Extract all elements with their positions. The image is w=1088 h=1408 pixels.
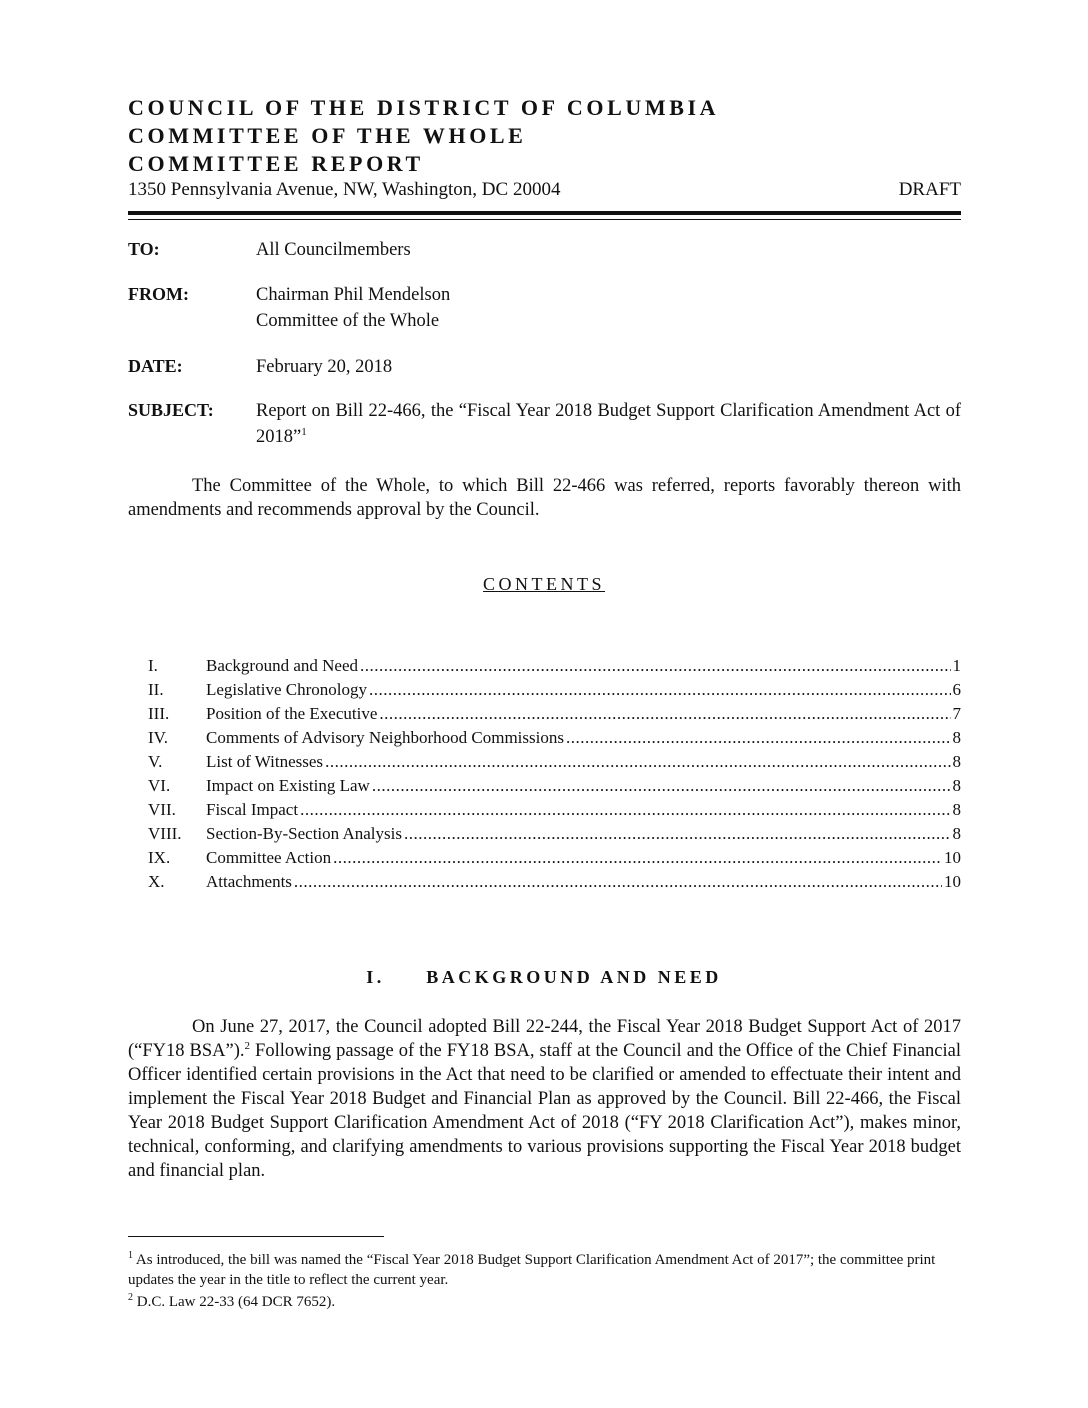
toc-leader-dots	[294, 872, 942, 892]
toc-page-number: 7	[952, 704, 961, 723]
toc-number: V.	[148, 752, 163, 771]
council-title: COUNCIL OF THE DISTRICT OF COLUMBIA	[128, 95, 720, 120]
toc-entry[interactable]	[148, 752, 961, 776]
toc-page-number: 10	[944, 872, 961, 891]
footnote-ref-1[interactable]: 1	[301, 425, 307, 438]
toc-title: Impact on Existing Law	[206, 776, 370, 795]
toc-leader-dots	[566, 728, 951, 748]
draft-label: DRAFT	[898, 179, 961, 200]
toc-leader-dots	[404, 824, 951, 844]
toc-page-number: 1	[952, 656, 961, 675]
toc-title: Legislative Chronology	[206, 680, 368, 699]
toc-page-number: 8	[952, 728, 961, 747]
toc-entry[interactable]	[148, 824, 961, 848]
toc-title: Comments of Advisory Neighborhood Commissions	[206, 728, 564, 747]
toc-title: Background and Need	[206, 656, 359, 675]
footnote-ref-2[interactable]: 2	[244, 1039, 251, 1052]
toc-page-number: 8	[952, 824, 961, 843]
footnote-separator	[128, 1236, 384, 1237]
toc-number: II.	[148, 680, 164, 699]
toc-page-number: 10	[944, 848, 961, 867]
intro-paragraph	[128, 474, 961, 522]
toc-title: Fiscal Impact	[206, 800, 299, 819]
toc-title: List of Witnesses	[206, 752, 324, 771]
section-number: I.	[366, 967, 385, 987]
toc-leader-dots	[379, 704, 950, 724]
toc-leader-dots	[333, 848, 942, 868]
table-of-contents	[148, 656, 961, 896]
toc-number: I.	[148, 656, 158, 675]
contents-heading: CONTENTS	[483, 574, 605, 594]
footnote-1: $^1$ As introduced, the bill was named the “Fiscal Year 2018 Budget Support Clarification Amendment Act of 2017”; the committee print updates the year in the title to reflect the current year.	[128, 1250, 936, 1288]
toc-leader-dots	[360, 656, 950, 676]
from-label: FROM:	[128, 284, 189, 304]
to-label: TO:	[128, 239, 160, 259]
toc-number: X.	[148, 872, 165, 891]
from-value	[256, 282, 450, 334]
section-title: BACKGROUND AND NEED	[426, 967, 722, 987]
toc-entry[interactable]	[148, 848, 961, 872]
date-value: February 20, 2018	[256, 357, 393, 377]
toc-entry[interactable]	[148, 872, 961, 896]
toc-entry[interactable]	[148, 704, 961, 728]
toc-page-number: 8	[952, 800, 961, 819]
toc-page-number: 6	[952, 680, 961, 699]
section-heading	[0, 967, 1088, 988]
toc-page-number: 8	[952, 776, 961, 795]
subject-text: Report on Bill 22-466, the “Fiscal Year 2018 Budget Support Clarification Amendment Act of 2018”	[256, 401, 961, 447]
background-paragraph: On June 27, 2017, the Council adopted Bill 22-244, the Fiscal Year 2018 Budget Support Act of 2017 (“FY18 BSA”).$^2$ Following passage of the FY18 BSA, staff at the Council and the Office of the Chief Financial Officer identified certain provisions in the Act that need to be clarified or amended to effectuate their intent and implement the Fiscal Year 2018 Budget and Financial Plan as approved by the Council. Bill 22-466, the Fiscal Year 2018 Budget Support Clarification Amendment Act of 2018 (“FY 2018 Clarification Act”), makes minor, technical, conforming, and clarifying amendments to various provisions supporting the Fiscal Year 2018 budget and financial plan.	[128, 1017, 961, 1181]
toc-title: Position of the Executive	[206, 704, 378, 723]
header-rule-thin	[128, 219, 961, 220]
toc-number: VI.	[148, 776, 171, 795]
toc-title: Attachments	[206, 872, 292, 891]
toc-page-number: 8	[952, 752, 961, 771]
footnote-2: $^2$ D.C. Law 22-33 (64 DCR 7652).	[128, 1292, 336, 1310]
subject-label: SUBJECT:	[128, 400, 214, 420]
toc-number: III.	[148, 704, 170, 723]
committee-title: COMMITTEE OF THE WHOLE	[128, 123, 527, 148]
toc-leader-dots	[325, 752, 950, 772]
toc-entry[interactable]	[148, 656, 961, 680]
subject-value	[256, 398, 961, 450]
toc-title: Committee Action	[206, 848, 332, 867]
from-committee: Committee of the Whole	[256, 311, 440, 331]
toc-title: Section-By-Section Analysis	[206, 824, 402, 843]
toc-entry[interactable]	[148, 800, 961, 824]
address: 1350 Pennsylvania Avenue, NW, Washington, DC 20004	[128, 179, 561, 200]
to-value: All Councilmembers	[256, 240, 411, 260]
address-row	[128, 179, 961, 201]
toc-entry[interactable]	[148, 776, 961, 800]
toc-entry[interactable]	[148, 680, 961, 704]
toc-number: IX.	[148, 848, 171, 867]
date-label: DATE:	[128, 356, 183, 376]
report-title: COMMITTEE REPORT	[128, 151, 424, 176]
toc-number: VIII.	[148, 824, 182, 843]
from-name: Chairman Phil Mendelson	[256, 285, 451, 305]
toc-leader-dots	[369, 680, 950, 700]
toc-entry[interactable]	[148, 728, 961, 752]
header-rule-thick	[128, 211, 961, 215]
toc-leader-dots	[300, 800, 950, 820]
toc-number: IV.	[148, 728, 168, 747]
intro-text: The Committee of the Whole, to which Bill 22-466 was referred, reports favorably thereon with amendments and recommends approval by the Council.	[128, 476, 961, 520]
toc-leader-dots	[372, 776, 951, 796]
toc-number: VII.	[148, 800, 176, 819]
